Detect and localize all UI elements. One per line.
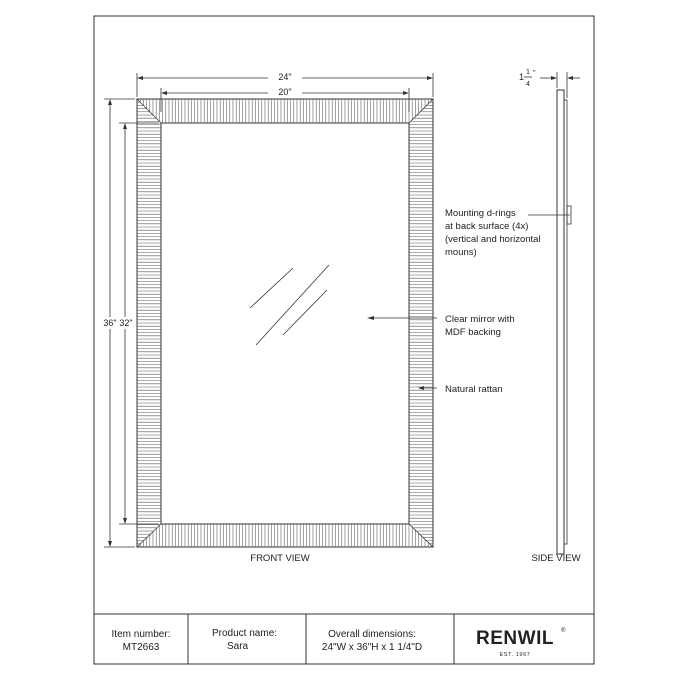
- brand-tagline: EST. 1967: [499, 652, 531, 658]
- item-number-value: MT2663: [122, 642, 160, 653]
- inner-height-label: 32": [119, 318, 133, 328]
- item-number-label: Item number:: [111, 629, 171, 640]
- rattan-right-stile: [409, 102, 433, 544]
- corner-mitre-top-right: [409, 99, 433, 123]
- corner-mitre-bottom-right: [409, 524, 433, 547]
- side-profile: [557, 90, 564, 554]
- rattan-top-rail: [140, 99, 431, 123]
- title-block: [94, 614, 594, 664]
- glass-reflection-icon: [250, 265, 329, 345]
- inner-width-label: 20": [278, 87, 292, 97]
- rattan-note: Natural rattan: [445, 384, 503, 395]
- mirror-note: Clear mirror with MDF backing: [445, 314, 515, 338]
- callout-mirror: [367, 314, 517, 338]
- depth-unit: ": [533, 70, 536, 77]
- side-view-label: SIDE VIEW: [531, 553, 581, 564]
- depth-whole: 1: [519, 72, 525, 82]
- mirror-glass: [161, 123, 409, 524]
- rattan-left-stile: [137, 102, 161, 544]
- product-name-label: Product name:: [212, 628, 278, 639]
- front-view-label: FRONT VIEW: [250, 553, 310, 564]
- brand-registered-mark: ®: [561, 628, 566, 634]
- corner-mitre-top-left: [137, 99, 161, 123]
- overall-height-label: 36": [103, 318, 117, 328]
- depth-denominator: 4: [526, 81, 530, 88]
- product-name-value: Sara: [227, 641, 249, 652]
- brand-logo: RENWIL: [476, 628, 554, 649]
- front-view: [137, 99, 433, 547]
- side-view: [519, 69, 580, 554]
- rattan-bottom-rail: [140, 524, 431, 547]
- overall-dimensions-value: 24"W x 36"H x 1 1/4"D: [321, 642, 423, 653]
- corner-mitre-bottom-left: [137, 524, 161, 547]
- overall-dimensions-label: Overall dimensions:: [328, 629, 416, 640]
- mirror-outer-frame: [137, 99, 433, 547]
- mounting-note: Mounting d-rings at back surface (4x) (vertical and horizontal mouns): [445, 208, 541, 258]
- overall-width-label: 24": [278, 72, 292, 82]
- depth-numerator: 1: [526, 69, 530, 76]
- callout-mounting: [445, 208, 570, 258]
